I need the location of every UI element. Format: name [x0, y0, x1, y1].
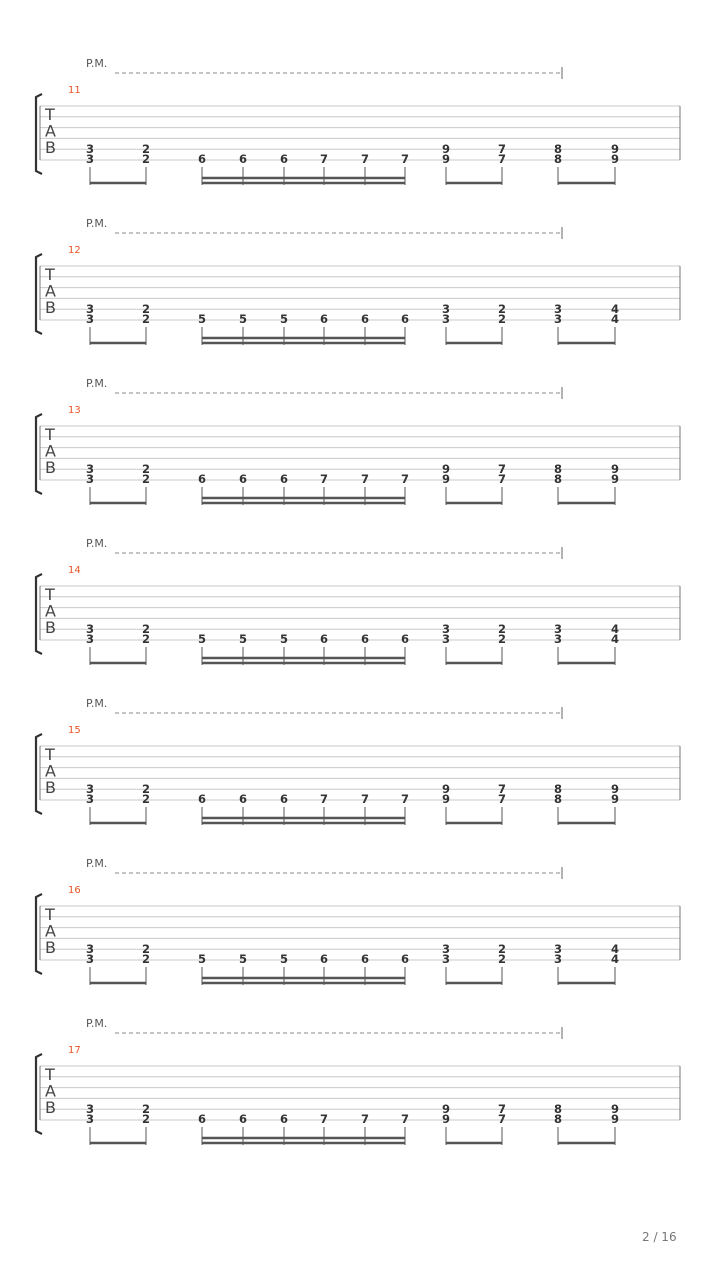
fret-number: 7 — [319, 472, 329, 486]
fret-number: 9 — [610, 142, 620, 156]
fret-number: 7 — [497, 792, 507, 806]
fret-number: 6 — [400, 632, 410, 646]
fret-number: 6 — [279, 472, 289, 486]
fret-number: 6 — [197, 152, 207, 166]
fret-number: 8 — [553, 152, 563, 166]
palm-mute-label: P.M. — [86, 377, 108, 390]
fret-number: 2 — [497, 952, 507, 966]
tab-clef-letter: B — [45, 1098, 56, 1117]
fret-number: 9 — [610, 1112, 620, 1126]
fret-number: 9 — [610, 782, 620, 796]
fret-number: 5 — [279, 312, 289, 326]
measure-number: 14 — [68, 565, 81, 576]
fret-number: 6 — [238, 1112, 248, 1126]
fret-number: 2 — [141, 792, 151, 806]
fret-number: 7 — [319, 1112, 329, 1126]
fret-number: 3 — [553, 632, 563, 646]
fret-number: 7 — [497, 142, 507, 156]
fret-number: 2 — [497, 942, 507, 956]
fret-number: 7 — [319, 792, 329, 806]
fret-number: 2 — [497, 302, 507, 316]
fret-number: 8 — [553, 142, 563, 156]
fret-number: 7 — [360, 152, 370, 166]
tab-system-15 — [36, 697, 680, 825]
fret-number: 3 — [553, 312, 563, 326]
fret-number: 8 — [553, 792, 563, 806]
tab-clef-letter: B — [45, 298, 56, 317]
fret-number: 9 — [610, 1102, 620, 1116]
fret-number: 3 — [85, 142, 95, 156]
fret-number: 5 — [238, 952, 248, 966]
fret-number: 8 — [553, 472, 563, 486]
fret-number: 3 — [85, 462, 95, 476]
fret-number: 7 — [400, 792, 410, 806]
fret-number: 6 — [400, 312, 410, 326]
palm-mute-label: P.M. — [86, 697, 108, 710]
tab-clef-letter: A — [45, 921, 56, 941]
fret-number: 6 — [238, 152, 248, 166]
fret-number: 2 — [141, 142, 151, 156]
fret-number: 2 — [141, 942, 151, 956]
fret-number: 7 — [497, 462, 507, 476]
tab-clef-letter: A — [45, 1081, 56, 1101]
fret-number: 4 — [610, 312, 620, 326]
fret-number: 7 — [497, 472, 507, 486]
measure-number: 16 — [68, 885, 81, 896]
fret-number: 2 — [141, 782, 151, 796]
fret-number: 3 — [85, 632, 95, 646]
measure-number: 15 — [68, 725, 81, 736]
tab-clef-letter: T — [45, 425, 55, 444]
fret-number: 2 — [141, 472, 151, 486]
measure-number: 11 — [68, 85, 81, 96]
fret-number: 6 — [360, 952, 370, 966]
fret-number: 8 — [553, 462, 563, 476]
tab-clef-letter: T — [45, 745, 55, 764]
tab-clef-letter: T — [45, 1065, 55, 1084]
fret-number: 9 — [610, 472, 620, 486]
fret-number: 6 — [279, 152, 289, 166]
tab-clef-letter: A — [45, 601, 56, 621]
palm-mute-label: P.M. — [86, 857, 108, 870]
fret-number: 6 — [238, 472, 248, 486]
fret-number: 7 — [360, 472, 370, 486]
fret-number: 5 — [197, 312, 207, 326]
tab-clef-letter: T — [45, 585, 55, 604]
fret-number: 8 — [553, 1112, 563, 1126]
fret-number: 2 — [141, 952, 151, 966]
tab-clef-letter: T — [45, 905, 55, 924]
fret-number: 3 — [85, 782, 95, 796]
measure-number: 17 — [68, 1045, 81, 1056]
fret-number: 9 — [610, 792, 620, 806]
fret-number: 7 — [400, 1112, 410, 1126]
fret-number: 3 — [85, 942, 95, 956]
tab-clef-letter: A — [45, 761, 56, 781]
fret-number: 7 — [360, 792, 370, 806]
fret-number: 8 — [553, 1102, 563, 1116]
fret-number: 7 — [400, 472, 410, 486]
tab-clef-letter: B — [45, 138, 56, 157]
fret-number: 3 — [441, 632, 451, 646]
fret-number: 3 — [85, 1102, 95, 1116]
fret-number: 3 — [553, 952, 563, 966]
fret-number: 5 — [238, 312, 248, 326]
fret-number: 9 — [441, 152, 451, 166]
fret-number: 9 — [441, 1112, 451, 1126]
tab-clef-letter: A — [45, 121, 56, 141]
tab-clef-letter: T — [45, 265, 55, 284]
fret-number: 3 — [85, 792, 95, 806]
fret-number: 7 — [497, 1112, 507, 1126]
fret-number: 3 — [85, 152, 95, 166]
palm-mute-label: P.M. — [86, 537, 108, 550]
fret-number: 6 — [360, 632, 370, 646]
tab-system-11 — [36, 57, 680, 185]
fret-number: 2 — [141, 1112, 151, 1126]
fret-number: 2 — [141, 462, 151, 476]
fret-number: 7 — [400, 152, 410, 166]
fret-number: 5 — [197, 632, 207, 646]
fret-number: 6 — [197, 472, 207, 486]
fret-number: 2 — [497, 312, 507, 326]
fret-number: 6 — [319, 952, 329, 966]
fret-number: 3 — [553, 942, 563, 956]
fret-number: 2 — [497, 632, 507, 646]
fret-number: 6 — [279, 1112, 289, 1126]
fret-number: 6 — [238, 792, 248, 806]
tab-clef-letter: B — [45, 618, 56, 637]
fret-number: 7 — [319, 152, 329, 166]
fret-number: 7 — [360, 1112, 370, 1126]
fret-number: 2 — [141, 622, 151, 636]
fret-number: 6 — [360, 312, 370, 326]
tab-system-14 — [36, 537, 680, 665]
fret-number: 3 — [85, 952, 95, 966]
fret-number: 9 — [441, 792, 451, 806]
fret-number: 3 — [441, 302, 451, 316]
tab-system-16 — [36, 857, 680, 985]
fret-number: 9 — [441, 782, 451, 796]
fret-number: 3 — [553, 622, 563, 636]
fret-number: 2 — [141, 632, 151, 646]
fret-number: 9 — [441, 142, 451, 156]
fret-number: 2 — [141, 1102, 151, 1116]
palm-mute-label: P.M. — [86, 217, 108, 230]
tab-clef-letter: B — [45, 938, 56, 957]
fret-number: 6 — [197, 1112, 207, 1126]
fret-number: 2 — [141, 152, 151, 166]
tab-clef-letter: B — [45, 778, 56, 797]
fret-number: 3 — [441, 312, 451, 326]
fret-number: 6 — [319, 312, 329, 326]
measure-number: 13 — [68, 405, 81, 416]
fret-number: 3 — [85, 472, 95, 486]
tab-clef-letter: A — [45, 441, 56, 461]
tab-system-17 — [36, 1017, 680, 1145]
fret-number: 5 — [279, 632, 289, 646]
fret-number: 9 — [441, 472, 451, 486]
tab-system-12 — [36, 217, 680, 345]
page-indicator: 2 / 16 — [642, 1230, 677, 1244]
fret-number: 3 — [85, 302, 95, 316]
fret-number: 6 — [319, 632, 329, 646]
fret-number: 9 — [610, 152, 620, 166]
palm-mute-label: P.M. — [86, 57, 108, 70]
fret-number: 9 — [610, 462, 620, 476]
fret-number: 4 — [610, 942, 620, 956]
fret-number: 3 — [553, 302, 563, 316]
fret-number: 4 — [610, 632, 620, 646]
palm-mute-label: P.M. — [86, 1017, 108, 1030]
fret-number: 7 — [497, 152, 507, 166]
tab-clef-letter: B — [45, 458, 56, 477]
fret-number: 8 — [553, 782, 563, 796]
fret-number: 9 — [441, 1102, 451, 1116]
fret-number: 9 — [441, 462, 451, 476]
fret-number: 5 — [238, 632, 248, 646]
fret-number: 7 — [497, 782, 507, 796]
fret-number: 7 — [497, 1102, 507, 1116]
fret-number: 3 — [85, 622, 95, 636]
fret-number: 3 — [441, 622, 451, 636]
fret-number: 2 — [141, 302, 151, 316]
tab-clef-letter: A — [45, 281, 56, 301]
tab-clef-letter: T — [45, 105, 55, 124]
measure-number: 12 — [68, 245, 81, 256]
fret-number: 4 — [610, 302, 620, 316]
fret-number: 2 — [141, 312, 151, 326]
fret-number: 2 — [497, 622, 507, 636]
fret-number: 3 — [85, 312, 95, 326]
fret-number: 5 — [279, 952, 289, 966]
fret-number: 6 — [279, 792, 289, 806]
fret-number: 3 — [441, 942, 451, 956]
fret-number: 4 — [610, 622, 620, 636]
fret-number: 5 — [197, 952, 207, 966]
fret-number: 6 — [400, 952, 410, 966]
tab-system-13 — [36, 377, 680, 505]
fret-number: 3 — [441, 952, 451, 966]
fret-number: 3 — [85, 1112, 95, 1126]
fret-number: 4 — [610, 952, 620, 966]
fret-number: 6 — [197, 792, 207, 806]
